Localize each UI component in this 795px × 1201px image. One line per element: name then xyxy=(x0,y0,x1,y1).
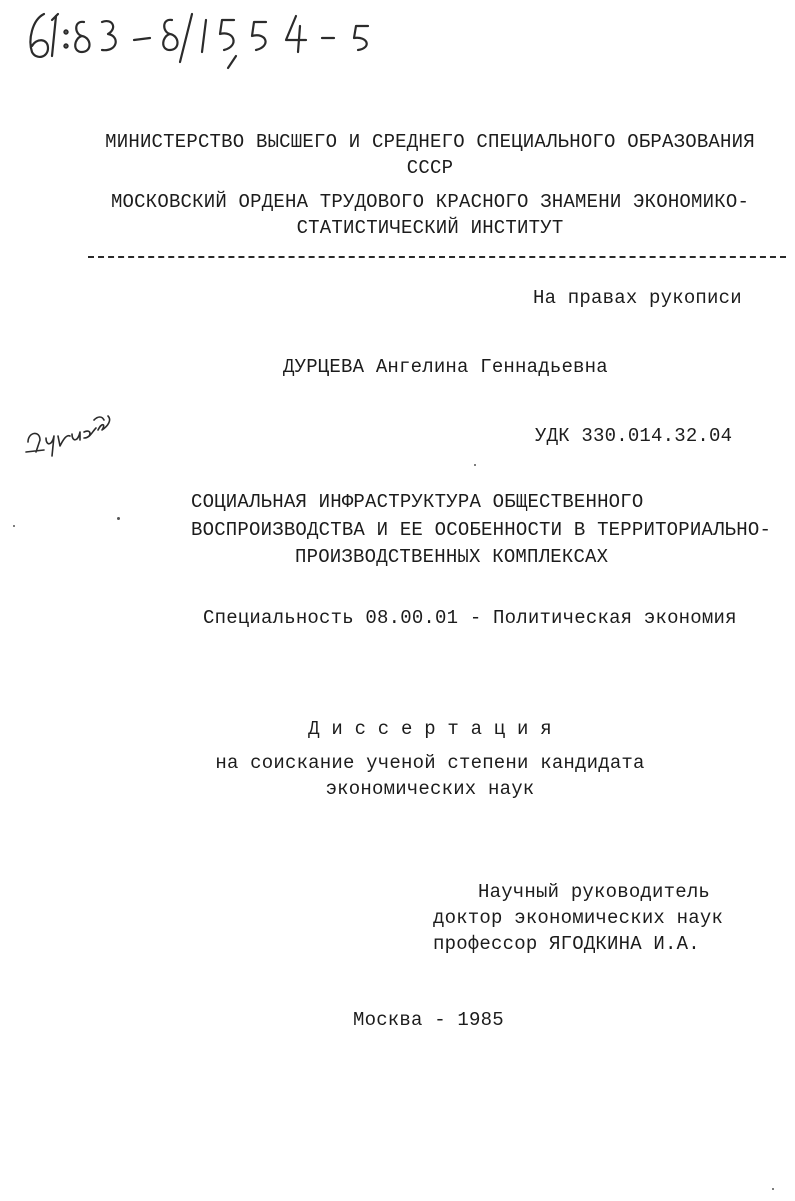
rights-note: На правах рукописи xyxy=(533,287,742,309)
archive-mark-handwriting xyxy=(22,6,382,70)
supervisor-degree: доктор экономических наук xyxy=(433,907,724,929)
degree-line1: на соискание ученой степени кандидата xyxy=(215,752,645,774)
scan-speck xyxy=(474,464,476,466)
institute-name-line2: СТАТИСТИЧЕСКИЙ ИНСТИТУТ xyxy=(296,217,564,239)
scan-speck xyxy=(772,1188,774,1190)
dissertation-label: Д и с с е р т а ц и я xyxy=(308,718,552,740)
dissertation-title-line3: ПРОИЗВОДСТВЕННЫХ КОМПЛЕКСАХ xyxy=(295,546,609,568)
author-name: ДУРЦЕВА Ангелина Геннадьевна xyxy=(283,356,608,378)
scan-speck xyxy=(13,525,15,527)
supervisor-role: Научный руководитель xyxy=(478,881,711,903)
place-year: Москва - 1985 xyxy=(353,1009,504,1031)
ministry-name: МИНИСТЕРСТВО ВЫСШЕГО И СРЕДНЕГО СПЕЦИАЛЬНОГО ОБРАЗОВАНИЯ xyxy=(105,131,755,153)
header-divider xyxy=(88,256,786,258)
institute-name-line1: МОСКОВСКИЙ ОРДЕНА ТРУДОВОГО КРАСНОГО ЗНАМЕНИ ЭКОНОМИКО- xyxy=(110,191,750,213)
country-name: СССР xyxy=(406,157,454,179)
udc-code: УДК 330.014.32.04 xyxy=(535,425,733,447)
specialty: Специальность 08.00.01 - Политическая экономия xyxy=(203,607,737,629)
dissertation-title-line2: ВОСПРОИЗВОДСТВА И ЕЕ ОСОБЕННОСТИ В ТЕРРИТОРИАЛЬНО- xyxy=(191,519,772,541)
author-signature-handwriting xyxy=(22,412,114,462)
scan-speck xyxy=(117,517,120,520)
dissertation-title-line1: СОЦИАЛЬНАЯ ИНФРАСТРУКТУРА ОБЩЕСТВЕННОГО xyxy=(191,491,644,513)
degree-line2: экономических наук xyxy=(325,778,535,800)
supervisor-name: профессор ЯГОДКИНА И.А. xyxy=(433,933,700,955)
